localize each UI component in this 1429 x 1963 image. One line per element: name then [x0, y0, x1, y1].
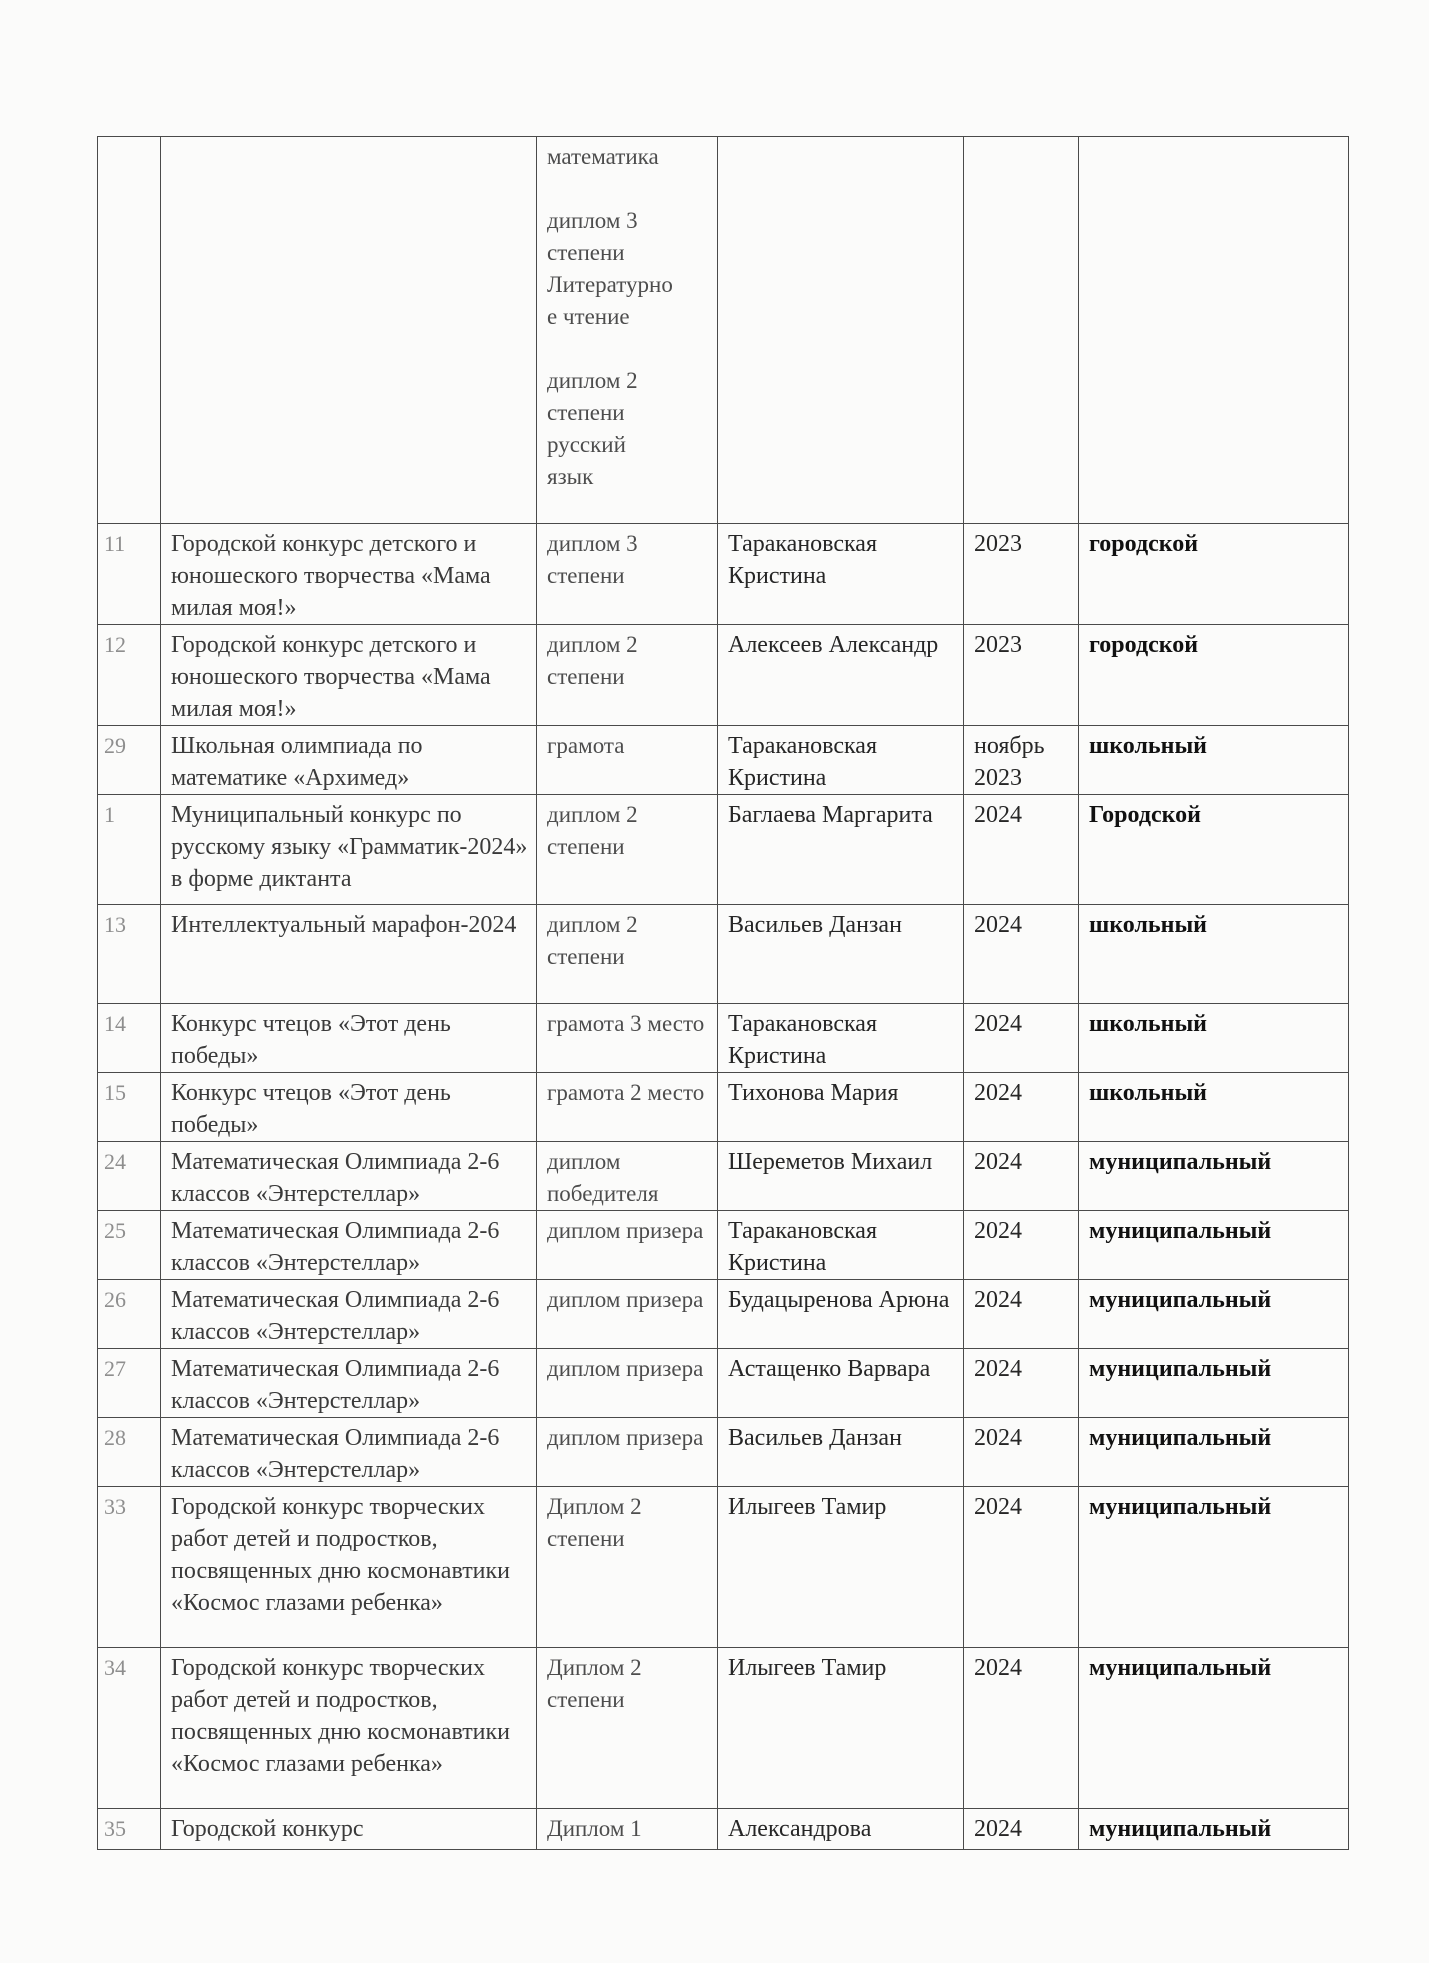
- row-number-cell: 14: [98, 1004, 161, 1073]
- level-cell: муниципальный: [1079, 1280, 1349, 1349]
- row-number-cell: 26: [98, 1280, 161, 1349]
- table-row: [98, 1142, 1349, 1211]
- level-cell: муниципальный: [1079, 1418, 1349, 1487]
- row-number-cell: 15: [98, 1073, 161, 1142]
- year-cell: 2024: [964, 1073, 1079, 1142]
- row-number-cell: 28: [98, 1418, 161, 1487]
- row-number-cell: 12: [98, 625, 161, 726]
- row-number-cell: 1: [98, 795, 161, 905]
- competition-cell: Школьная олимпиада по математике «Архимед»: [161, 726, 537, 795]
- year-cell: 2024: [964, 1648, 1079, 1809]
- row-number-cell: 35: [98, 1809, 161, 1850]
- student-cell: Будацыренова Арюна: [718, 1280, 964, 1349]
- table-row: [98, 137, 1349, 524]
- level-cell: муниципальный: [1079, 1648, 1349, 1809]
- level-cell: городской: [1079, 524, 1349, 625]
- year-cell: 2024: [964, 1418, 1079, 1487]
- student-cell: Таракановская Кристина: [718, 1004, 964, 1073]
- student-cell: Таракановская Кристина: [718, 1211, 964, 1280]
- year-cell: 2023: [964, 625, 1079, 726]
- table-row: [98, 1004, 1349, 1073]
- level-cell: муниципальный: [1079, 1809, 1349, 1850]
- table-row: [98, 1349, 1349, 1418]
- competition-cell: Городской конкурс творческих работ детей и подростков, посвященных дню космонавтики «Космос глазами ребенка»: [161, 1487, 537, 1648]
- table-row: [98, 1418, 1349, 1487]
- awards-table-body: [98, 137, 1349, 1850]
- table-row: [98, 524, 1349, 625]
- level-cell: [1079, 137, 1349, 524]
- award-cell: грамота 3 место: [537, 1004, 718, 1073]
- table-row: [98, 1809, 1349, 1850]
- competition-cell: Городской конкурс: [161, 1809, 537, 1850]
- year-cell: 2024: [964, 1142, 1079, 1211]
- competition-cell: Математическая Олимпиада 2-6 классов «Энтерстеллар»: [161, 1280, 537, 1349]
- level-cell: Городской: [1079, 795, 1349, 905]
- student-cell: Илыгеев Тамир: [718, 1487, 964, 1648]
- level-cell: школьный: [1079, 1004, 1349, 1073]
- year-cell: 2024: [964, 1809, 1079, 1850]
- student-cell: Васильев Данзан: [718, 905, 964, 1004]
- student-cell: Таракановская Кристина: [718, 524, 964, 625]
- table-row: [98, 1648, 1349, 1809]
- level-cell: муниципальный: [1079, 1349, 1349, 1418]
- award-cell: грамота 2 место: [537, 1073, 718, 1142]
- student-cell: Васильев Данзан: [718, 1418, 964, 1487]
- row-number-cell: 34: [98, 1648, 161, 1809]
- level-cell: муниципальный: [1079, 1487, 1349, 1648]
- competition-cell: Муниципальный конкурс по русскому языку «Грамматик-2024» в форме диктанта: [161, 795, 537, 905]
- student-cell: [718, 137, 964, 524]
- table-row: [98, 1211, 1349, 1280]
- student-cell: Баглаева Маргарита: [718, 795, 964, 905]
- year-cell: 2024: [964, 1487, 1079, 1648]
- competition-cell: Конкурс чтецов «Этот день победы»: [161, 1073, 537, 1142]
- level-cell: муниципальный: [1079, 1211, 1349, 1280]
- table-row: [98, 726, 1349, 795]
- student-cell: Илыгеев Тамир: [718, 1648, 964, 1809]
- student-cell: Шереметов Михаил: [718, 1142, 964, 1211]
- competition-cell: Математическая Олимпиада 2-6 классов «Энтерстеллар»: [161, 1349, 537, 1418]
- year-cell: 2024: [964, 1211, 1079, 1280]
- row-number-cell: [98, 137, 161, 524]
- year-cell: 2024: [964, 1004, 1079, 1073]
- year-cell: ноябрь 2023: [964, 726, 1079, 795]
- competition-cell: Интеллектуальный марафон-2024: [161, 905, 537, 1004]
- award-cell: диплом призера: [537, 1211, 718, 1280]
- year-cell: 2024: [964, 795, 1079, 905]
- competition-cell: Городской конкурс детского и юношеского творчества «Мама милая моя!»: [161, 524, 537, 625]
- row-number-cell: 27: [98, 1349, 161, 1418]
- award-cell: Диплом 2 степени: [537, 1487, 718, 1648]
- table-row: [98, 1487, 1349, 1648]
- year-cell: 2024: [964, 1280, 1079, 1349]
- student-cell: Таракановская Кристина: [718, 726, 964, 795]
- table-row: [98, 905, 1349, 1004]
- student-cell: Александрова: [718, 1809, 964, 1850]
- competition-cell: Математическая Олимпиада 2-6 классов «Энтерстеллар»: [161, 1418, 537, 1487]
- row-number-cell: 13: [98, 905, 161, 1004]
- competition-cell: [161, 137, 537, 524]
- award-cell: диплом победителя: [537, 1142, 718, 1211]
- level-cell: городской: [1079, 625, 1349, 726]
- table-row: [98, 625, 1349, 726]
- table-row: [98, 1073, 1349, 1142]
- award-cell: Диплом 1: [537, 1809, 718, 1850]
- awards-table: [97, 136, 1349, 1850]
- row-number-cell: 29: [98, 726, 161, 795]
- student-cell: Тихонова Мария: [718, 1073, 964, 1142]
- award-cell: грамота: [537, 726, 718, 795]
- level-cell: школьный: [1079, 1073, 1349, 1142]
- award-cell: диплом 3 степени: [537, 524, 718, 625]
- award-cell: математика диплом 3 степени Литературно е чтение диплом 2 степени русский язык: [537, 137, 718, 524]
- level-cell: школьный: [1079, 726, 1349, 795]
- row-number-cell: 25: [98, 1211, 161, 1280]
- row-number-cell: 24: [98, 1142, 161, 1211]
- year-cell: 2024: [964, 1349, 1079, 1418]
- year-cell: 2024: [964, 905, 1079, 1004]
- table-row: [98, 795, 1349, 905]
- competition-cell: Математическая Олимпиада 2-6 классов «Энтерстеллар»: [161, 1211, 537, 1280]
- competition-cell: Городской конкурс детского и юношеского творчества «Мама милая моя!»: [161, 625, 537, 726]
- competition-cell: Конкурс чтецов «Этот день победы»: [161, 1004, 537, 1073]
- row-number-cell: 33: [98, 1487, 161, 1648]
- award-cell: Диплом 2 степени: [537, 1648, 718, 1809]
- award-cell: диплом призера: [537, 1280, 718, 1349]
- competition-cell: Городской конкурс творческих работ детей и подростков, посвященных дню космонавтики «Космос глазами ребенка»: [161, 1648, 537, 1809]
- table-row: [98, 1280, 1349, 1349]
- year-cell: 2023: [964, 524, 1079, 625]
- student-cell: Алексеев Александр: [718, 625, 964, 726]
- level-cell: муниципальный: [1079, 1142, 1349, 1211]
- competition-cell: Математическая Олимпиада 2-6 классов «Энтерстеллар»: [161, 1142, 537, 1211]
- student-cell: Астащенко Варвара: [718, 1349, 964, 1418]
- award-cell: диплом 2 степени: [537, 905, 718, 1004]
- row-number-cell: 11: [98, 524, 161, 625]
- award-cell: диплом призера: [537, 1349, 718, 1418]
- award-cell: диплом 2 степени: [537, 795, 718, 905]
- award-cell: диплом призера: [537, 1418, 718, 1487]
- level-cell: школьный: [1079, 905, 1349, 1004]
- year-cell: [964, 137, 1079, 524]
- award-cell: диплом 2 степени: [537, 625, 718, 726]
